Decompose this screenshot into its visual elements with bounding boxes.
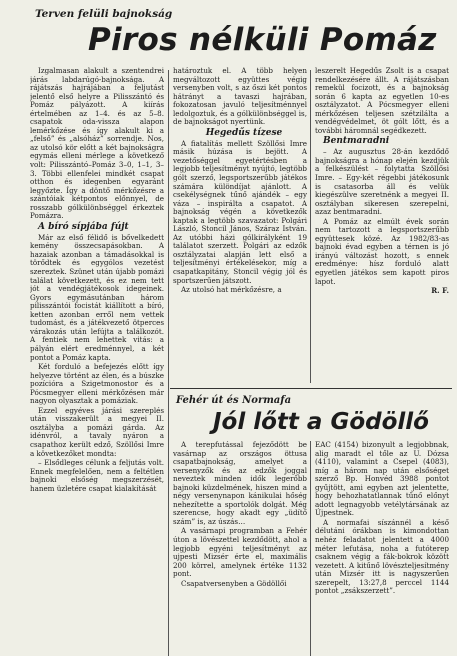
col2-paragraph: határoztuk el. A több helyen megváltozott együttes végig versenyben volt, s az őszi két pontos hátrányt a tavaszi hajrában, fokozatosan javuló teljesítménnyel ledolgoztuk, és a gólkülönbséggel is, de bajnokságot nyertünk. <box>173 67 307 127</box>
col3-lower-paragraph: A normafai síszánnél a késő délutáni órákban is kimondottan nehéz feladatot jelentett a 4000 méter lefutása, noha a futóterep csaknem végig a fák-bokrok között vezetett. A kitűnő lövészteljesítmény után Mizsér itt is nagyszerűen szerepelt, 13:27,8 perccel 1144 pontot „zsákszerzett”. <box>315 517 449 596</box>
col1-paragraph: – Elsődleges célunk a feljutás volt. Ennek megfelelően, nem a feltétlen bajnoki elsőség megszerzését, hanem üzletére csapat kialakítását <box>30 458 164 493</box>
bottom-kicker: Fehér út és Normafa <box>176 395 292 406</box>
col3-paragraph: leszerelt Hegedűs Zsolt is a csapat rendelkezésére állt. A rájátszásban remekül focizott, és a bajnokság során 6 kapta az egyetlen 10-es osztályzatot. A Pócsmegyer elleni mérkőzésen teljesen szétzilálta a vendégvédelmet, öt gólt lőtt, és a további háromnál segédkezett. <box>315 67 449 135</box>
col3-paragraph: A Pomáz az elmúlt évek során nem tartozott a legsportszerűbb együttesek közé. Az 1982/83-as bajnoki évad egyben a térnen is jó irányú változást hozott, s ennek eredménye: hísz forduló alatt egyetlen játékos sem kapott piros lapot. <box>315 216 449 286</box>
col2-lower-paragraph: A vasárnapi programban a Fehér úton a lövészettel kezdődött, ahol a legjobb egyéni teljesítményt az ujpesti Mizsér érte el, maximális 200 körrel, amelynek értéke 1132 pont. <box>173 526 307 579</box>
column-1 <box>30 67 164 656</box>
col3-paragraph: – Az augusztus 28-án kezdődő bajnokságra a hónap elején kezdjük a felkészülést – folytatta Szöllősi Imre. – Egy-két régebbi játékosunk is csatasorba áll és velük kiegészülve szeretnénk a megyei II. osztályban sikeresen szerepelni, azaz bentmaradni. <box>315 147 449 217</box>
author-signature: R. F. <box>431 286 449 296</box>
column-divider <box>310 70 311 383</box>
column-divider <box>310 441 311 656</box>
col2-lower-paragraph: Csapatversenyben a Gödöllői <box>181 578 287 588</box>
col2-paragraph: A fiatalítás mellett Szöllősi Imre másik húzása is bejött. A vezetőséggel egyetértésben a legjobb teljesítményt nyújtó, legtöbb gólt szerző, legsportszerűbb játékos számára különdíjat ajánlott. A csekélységnek tűnő ajándék – egy váza – inspirálta a csapatot. A bajnokság végén a következők kaptak a legtöbb szavazatot: Polgári László, Stoncil János, Száraz István. Az utóbbi házi gólkirályként 19 találatot szerzett. Polgári az edzők osztályzatai alapján lett első a teljesítményi értékelésekor, míg a csapatkapitány, Stoncil végig jól és sportszerűen játszott. <box>173 138 307 285</box>
column-divider <box>168 70 169 656</box>
col3-lower-paragraph: EAC (4154) bizonyult a legjobbnak, alig maradt el tőle az U. Dózsa (4110), valamint a Csepel (4083), míg a három nap után elsőséget szerző Bp. Honvéd 3988 pontot gyűjtött, ami egyben azt jelentette, hogy behozhatatlannak tűnő előnyt adott legnagyobb vetélytársának az Újpestnek. <box>315 441 449 518</box>
bottom-headline: Jól lőtt a Gödöllő <box>213 409 429 435</box>
col2-lower-paragraph: A terepfutással fejeződött be vasárnap az országos öttusa csapatbajnokság, amelyet a versenyzők és az edzők joggal neveztek minden idők legerőbb bajnoki küzdelmének, hiszen mind a négy versenynapon kánikulai hőség nehezítette a sportolók dolgát. Még szerencse, hogy akadt egy „üdítő szám” is, az úszás… <box>173 441 307 526</box>
col1-paragraph: Már az első félidő is bővelkedett kemény összecsapásokban. A hazaiak azonban a támadásokkal is törődtek és egygólos vezetést szereztek. Szünet után újabb pomázi találat következett, és ez nem tett jót a vendégjátékosok idegeinek. Gyors egymásutánban három pilisszántói focistát kiállított a bíró, ketten azonban erről nem vettek tudomást, és a játékvezető ötperces várakozás után lefújta a találkozót. A fentiek nem lehettek vitás: a pályán elért eredménnyel, a két pontot a Pomáz kapta. <box>30 232 164 362</box>
column-2 <box>173 67 307 383</box>
col2-paragraph: Az utolsó hat mérkőzésre, a <box>181 285 282 295</box>
col1-paragraph: Két forduló a befejezés előtt így helyezve történt az élen, és a búszke pozícióra a Szigetmonostor és a Pócsmegyer elleni mérkőzésen már nagyon olyasztak a pomáziak. <box>30 362 164 406</box>
col3-subheading: Bentmaradni <box>323 136 390 147</box>
column-3-lower <box>315 441 449 656</box>
col1-subheading: A bíró sípjába fújt <box>38 221 129 232</box>
col2-subheading: Hegedűs tízese <box>205 127 283 138</box>
col1-paragraph: Izgalmasan alakult a szentendrei járás labdarúgó-bajnoksága. A rájátszás hajrájában a feljutást jelentő első helyre a Pilisszántó és Pomáz pályázott. A kiírás értelmében az 1–4. és az 5–8. csapatok oda-vissza alapon lemérkőzése és így alakult ki a „felső” és „alsóház” sorrendje. Nos, az utolsó kör előtt a két bajnokságra egymás elleni mérlege a következő volt: Pilisszántó–Pomáz 3–0, 1–1, 3–3. Többi ellenfelei mindkét csapat otthon és idegenben egyaránt legyőzte. Így a döntő mérkőzésre a szántóiak kétpontos előnnyel, de rosszabb gólkülönbséggel érkeztek Pomázra. <box>30 67 164 221</box>
top-headline: Piros nélküli Pomáz <box>88 22 437 58</box>
column-3 <box>315 67 449 383</box>
top-kicker: Terven felüli bajnokság <box>35 8 173 20</box>
col1-paragraph: Ezzel egyéves járási szereplés után visszakerült a megyei II. osztályba a pomázi gárda. Az idénvról, a tavaly nyáron a csapathoz került edző, Szöllősi Imre a következőket mondta: <box>30 405 164 458</box>
column-2-lower <box>173 441 307 656</box>
section-divider <box>170 388 452 389</box>
